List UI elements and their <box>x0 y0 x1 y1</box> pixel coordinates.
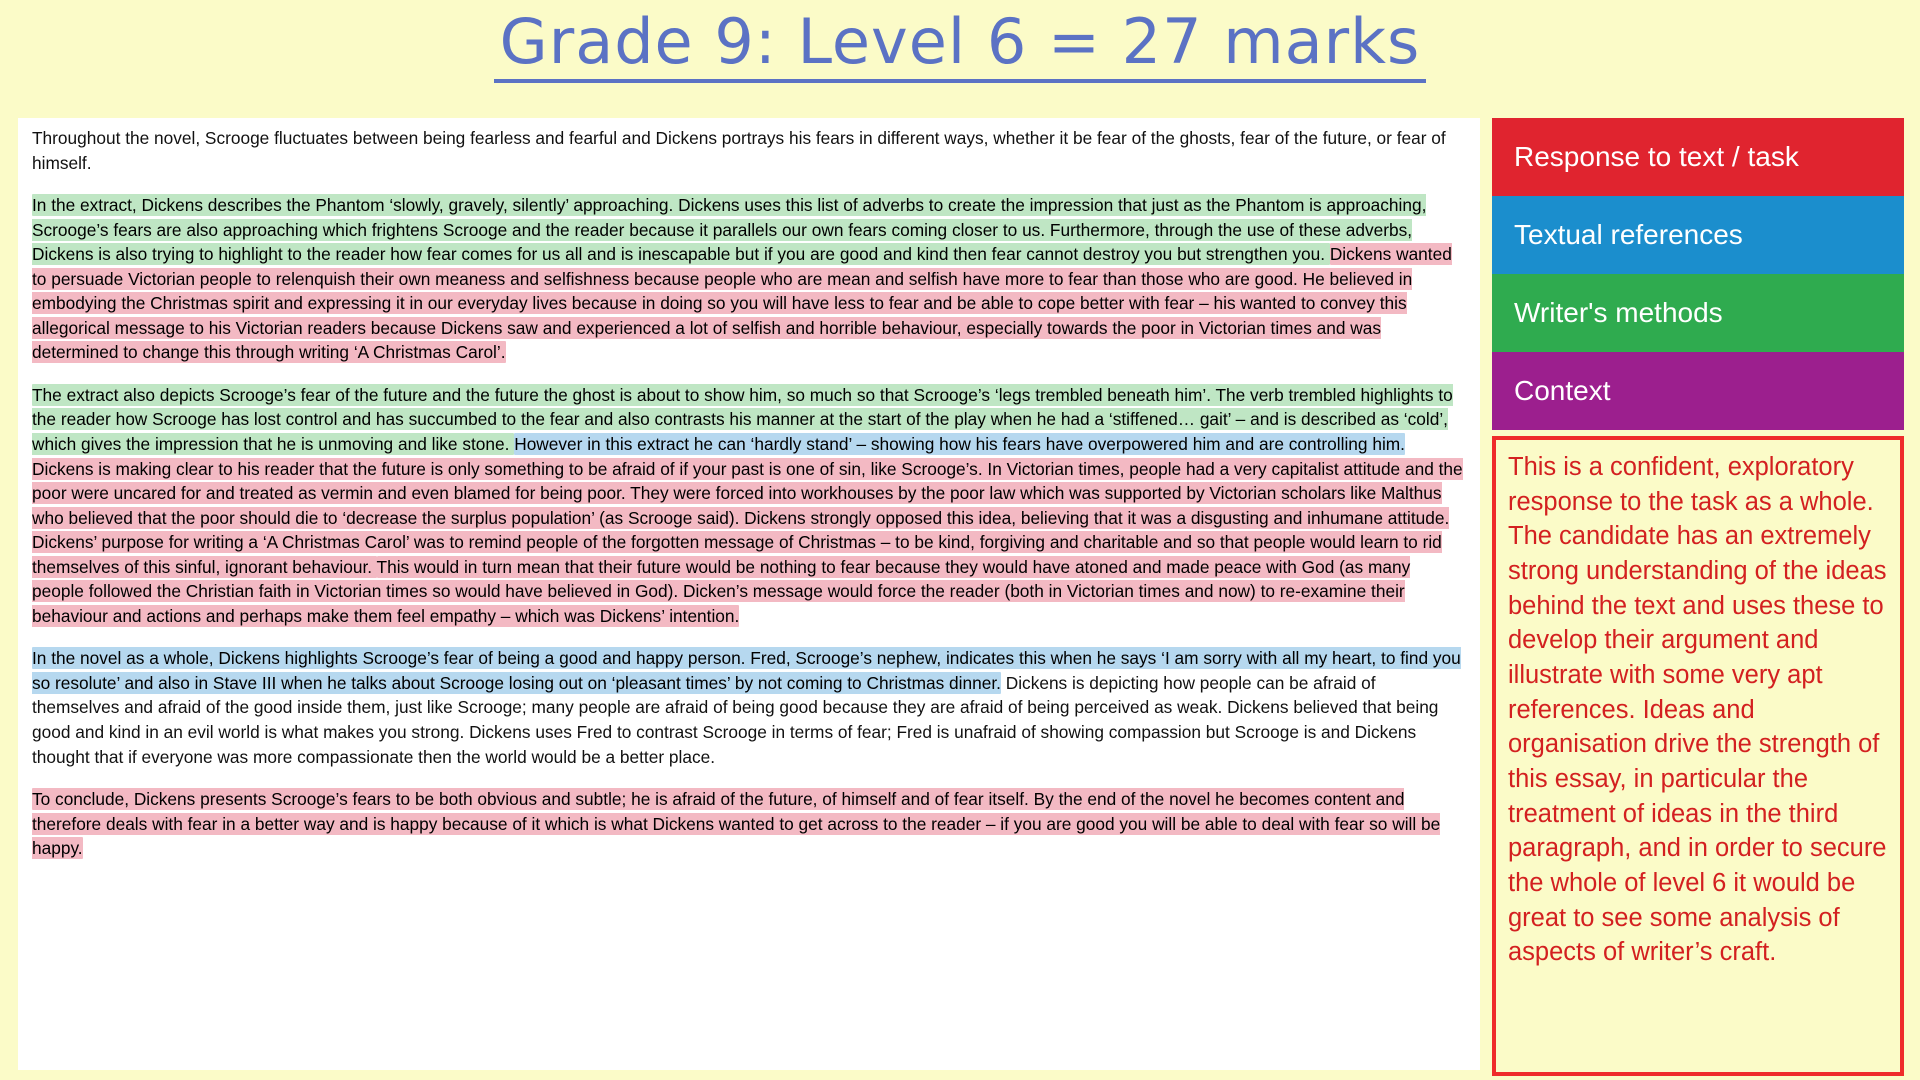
criterion-context <box>1492 352 1904 430</box>
criterion-label: Context <box>1514 375 1611 406</box>
essay-run-blue: In the novel as a whole, Dickens highlights Scrooge’s fear of being a good and happy person. Fred, Scrooge’s nephew, indicates this when he says ‘I am sorry with all my heart, to find you so resolute’ and also in Stave III when he talks about Scrooge losing out on ‘pleasant times’ by not coming to Christmas dinner. <box>32 648 1461 693</box>
criterion-label: Response to text / task <box>1514 141 1799 172</box>
essay-paragraph-3 <box>32 646 1466 769</box>
essay-text <box>32 126 1466 861</box>
criterion-label: Writer's methods <box>1514 297 1723 328</box>
essay-paragraph-intro <box>32 126 1466 175</box>
essay-run-pink: Dickens is making clear to his reader that the future is only something to be afraid of if your past is one of sin, like Scrooge’s. In Victorian times, people had a very capitalist attitude and the poor were uncared for and treated as vermin and even blamed for being poor. They were forced into workhouses by the poor law which was supported by Victorian scholars like Malthus who believed that the poor should die to ‘decrease the surplus population’ (as Scrooge said). Dickens strongly opposed this idea, believing that it was a disgusting and inhumane attitude. Dickens’ purpose for writing a ‘A Christmas Carol’ was to remind people of the forgotten message of Christmas – to be kind, forgiving and charitable and so that people would learn to rid themselves of this sinful, ignorant behaviour. <box>32 458 1463 577</box>
essay-run-pink: Dickens wanted to persuade Victorian people to relenquish their own meaness and selfishness because people who are mean and selfish have more to fear than those who are good. He believed in embodying the Christmas spirit and expressing it in our everyday lives because in doing so you will have less to fear and be able to cope better with fear – his wanted to convey this allegorical message to his Victorian readers because Dickens saw and experienced a lot of selfish and horrible behaviour, especially towards the poor in Victorian times and was determined to change this through writing ‘A Christmas Carol’. <box>32 244 1452 363</box>
essay-panel <box>18 118 1480 1070</box>
criterion-response-to-text <box>1492 118 1904 196</box>
essay-run-green: The extract also depicts Scrooge’s fear of the future and the future the ghost is about to show him, so much so that Scrooge’s ‘legs trembled beneath him’. The verb trembled highlights to the reader how Scrooge has lost control and has succumbed to the fear and also contrasts his manner at the start of the play when he had a ‘stiffened… gait’ – and is described as ‘cold’, which gives the impression that he is unmoving and like stone. <box>32 384 1453 455</box>
examiner-comment-box <box>1492 436 1904 1076</box>
essay-paragraph-conclusion <box>32 787 1466 861</box>
essay-run-blue: However in this extract he can ‘hardly stand’ – showing how his fears have overpowered him and are controlling him. <box>514 434 1405 455</box>
criterion-writers-methods <box>1492 274 1904 352</box>
page-title <box>0 0 1920 83</box>
essay-run: Dickens is depicting how people can be afraid of themselves and afraid of the good inside them, just like Scrooge; many people are afraid of being good because they are afraid of being perceived as weak. Dickens believed that being good and kind in an evil world is what makes you strong. Dickens uses Fred to contrast Scrooge in terms of fear; Fred is unafraid of showing compassion but Scrooge is and Dickens thought that if everyone was more compassionate then the world would be a better place. <box>32 672 1439 767</box>
essay-run-green: In the extract, Dickens describes the Phantom ‘slowly, gravely, silently’ approaching. Dickens uses this list of adverbs to create the impression that just as the Phantom is approaching, Scrooge’s fears are also approaching which frightens Scrooge and the reader because it parallels our own fears coming closer to us. Furthermore, through the use of these adverbs, Dickens is also trying to highlight to the reader how fear comes for us all and is inescapable but if you are good and kind then fear cannot destroy you but strengthen you. <box>32 195 1427 265</box>
essay-run: Throughout the novel, Scrooge fluctuates between being fearless and fearful and Dickens portrays his fears in different ways, whether it be fear of the ghosts, fear of the future, or fear of himself. <box>32 128 1446 173</box>
essay-run-pink: To conclude, Dickens presents Scrooge’s fears to be both obvious and subtle; he is afraid of the future, of himself and of fear itself. By the end of the novel he becomes content and therefore deals with fear in a better way and is happy because of it which is what Dickens wanted to get across to the reader – if you are good you will be able to deal with fear so will be happy. <box>32 789 1441 859</box>
essay-run-pink: This would in turn mean that their future would be nothing to fear because they would have atoned and made peace with God (as many people followed the Christian faith in Victorian times so would have believed in God). Dicken’s message would force the reader (both in Victorian times and now) to re-examine their behaviour and actions and perhaps make them feel empathy – which was Dickens’ intention. <box>32 556 1411 626</box>
criterion-textual-references <box>1492 196 1904 274</box>
essay-paragraph-1 <box>32 193 1466 365</box>
page-title-text: Grade 9: Level 6 = 27 marks <box>494 6 1427 83</box>
criteria-sidebar <box>1492 118 1904 1070</box>
examiner-comment-text: This is a confident, exploratory response to the task as a whole. The candidate has an extremely strong understanding of the ideas behind the text and uses these to develop their argument and illustrate with some very apt references. Ideas and organisation drive the strength of this essay, in particular the treatment of ideas in the third paragraph, and in order to secure the whole of level 6 it would be great to see some analysis of aspects of writer’s craft. <box>1508 453 1887 967</box>
essay-paragraph-2 <box>32 383 1466 628</box>
criterion-label: Textual references <box>1514 219 1743 250</box>
